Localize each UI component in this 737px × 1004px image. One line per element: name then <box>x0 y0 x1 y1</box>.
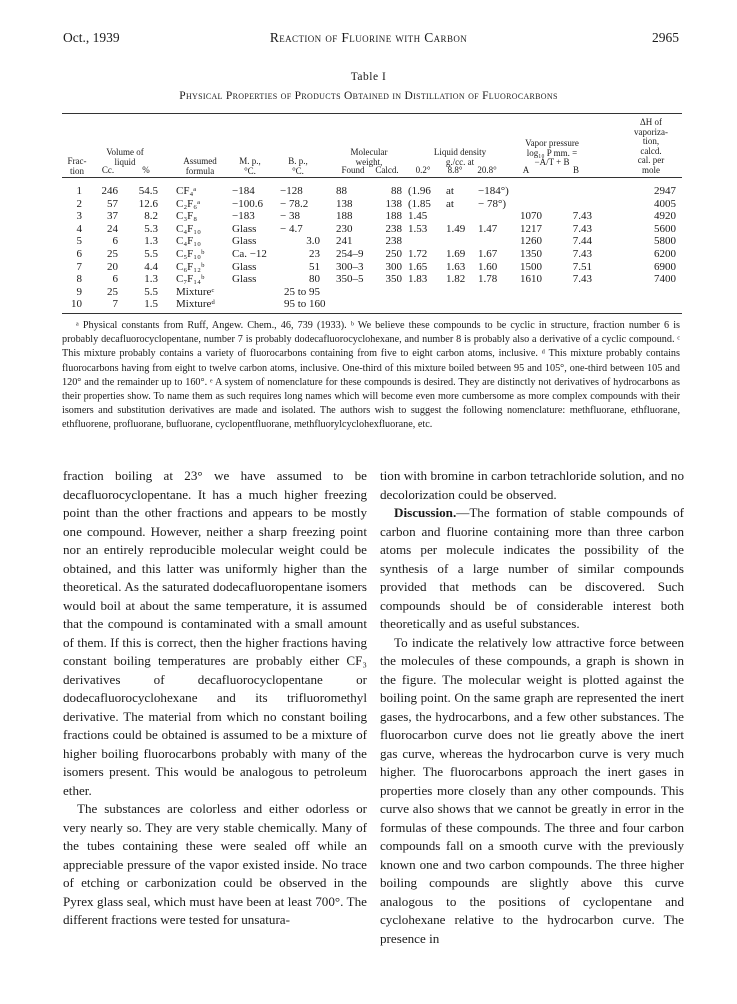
table-cell-dh: 5600 <box>654 222 676 235</box>
table-cell-cc: 57 <box>107 197 118 210</box>
table-cell-B: 7.43 <box>572 222 592 235</box>
table-cell-cc: 7 <box>112 298 118 311</box>
table-cell-pct: 1.5 <box>144 298 158 311</box>
table-cell-formula: C₅F₁₀ᵇ <box>176 248 205 260</box>
table-cell-bp: 25 to 95 <box>284 285 321 298</box>
header-formula: Assumed formula <box>183 156 217 176</box>
table-cell-dh: 4005 <box>654 197 676 210</box>
header-bp: B. p., °C. <box>288 156 308 176</box>
header-density-20: 20.8° <box>477 165 497 175</box>
table-cell-frac: 8 <box>76 273 82 286</box>
table-top-rule <box>62 113 682 114</box>
table-cell-d208: 1.60 <box>478 260 498 273</box>
table-cell-mp: −183 <box>232 210 255 223</box>
table-cell-bp: 95 to 160 <box>284 298 326 311</box>
header-a: A <box>522 165 530 175</box>
table-cell-formula: C₂F₆ᵃ <box>176 197 201 210</box>
table-cell-cc: 6 <box>112 235 118 248</box>
table-cell-mp: Glass <box>232 235 257 248</box>
table-cell-calcd: 88 <box>391 185 402 197</box>
header-delta-h: ΔH of vaporiza- tion, calcd. cal. per mole <box>634 117 668 175</box>
table-cell-B: 7.51 <box>572 260 592 273</box>
table-header-rule <box>62 177 682 178</box>
table-cell-formula: C₇F₁₄ᵇ <box>176 273 205 286</box>
table-cell-cc: 25 <box>107 285 118 298</box>
table-cell-frac: 9 <box>76 285 82 298</box>
table-cell-d0: 1.83 <box>408 273 428 286</box>
table-cell-frac: 4 <box>76 222 82 235</box>
table-cell-frac: 10 <box>71 298 82 311</box>
paragraph: fraction boiling at 23° we have assumed to be decafluorocyclopentane. It has a much higher freezing point than the other fractions and appears to be mostly one compound. However, neither a sharp freezing point nor an entirely reproducible molecular weight could be obtained, and this latter was uniformly higher than the theoretical. As the saturated dodecafluoropentane isomers would boil at about the same temperature, it is assumed that the compound is contaminated with a small amount of them. If this is correct, then the higher fractions having constant boiling temperatures are probably either CF₃ derivatives of decafluorocyclopentane or dodecafluorocyclohexane and its trifluoromethyl derivative. The material from which no constant boiling fractions could be obtained is assumed to be a mixture of higher boiling fluorocarbons probably with many of the isomers present. This would be analogous to petroleum ether. <box>63 468 367 798</box>
table-cell-cc: 37 <box>107 210 118 223</box>
table-cell-found: 138 <box>336 197 353 210</box>
table-cell-d0: (1.85 <box>408 197 431 210</box>
table-cell-formula: Mixtureᵈ <box>176 298 215 311</box>
table-cell-d88: 1.63 <box>446 260 466 273</box>
table-cell-A: 1260 <box>520 235 542 248</box>
table-label: Table I <box>350 71 387 83</box>
table-cell-mp: −100.6 <box>232 197 263 210</box>
table-cell-A: 1500 <box>520 260 542 273</box>
table-cell-d208: − 78°) <box>478 197 507 210</box>
table-cell-calcd: 238 <box>385 222 402 235</box>
paragraph: tion with bromine in carbon tetrachloride solution, and no decolorization could be observed. <box>380 468 684 502</box>
header-fraction: Frac- tion <box>67 156 87 176</box>
table-cell-d0: 1.45 <box>408 210 428 223</box>
table-cell-formula: Mixtureᶜ <box>176 285 215 298</box>
table-cell-cc: 24 <box>107 222 118 235</box>
table-cell-dh: 6900 <box>654 260 676 273</box>
table-cell-d88: at <box>446 197 454 210</box>
table-caption: Physical Properties of Products Obtained in Distillation of Fluorocarbons <box>179 90 558 102</box>
table-cell-dh: 6200 <box>654 248 676 260</box>
running-header-title: Reaction of Fluorine with Carbon <box>269 30 468 45</box>
table-cell-bp: − 4.7 <box>280 222 303 235</box>
table-cell-pct: 5.3 <box>144 222 158 235</box>
table-cell-found: 254–9 <box>336 248 364 260</box>
table-cell-bp: − 38 <box>280 210 300 223</box>
table-cell-frac: 3 <box>76 210 82 223</box>
table-cell-bp: 80 <box>309 273 320 286</box>
footnote-text: ᵃ Physical constants from Ruff, Angew. Chem., 46, 739 (1933). ᵇ We believe these compounds to be cyclic in structure, fraction number 6 is probably decafluorocyclopentane, number 7 is probably dodecafluorocyclohexane, and number 8 is probably also a derivative of a cyclic compound. ᶜ This mixture probably contains a variety of fluorocarbons containing from five to eight carbon atoms, inclusive. ᵈ This mixture probably contains fluorocarbons having from eight to twelve carbon atoms, inclusive. One-third of this mixture boiled between 95 and 105°, one-third between 105 and 120° and the remainder up to 160°. ᵉ A system of nomenclature for these compounds is desired. They are distinctly not derivatives of hydrocarbons as their properties show. To name them as such requires long names which will become even more cumbersome as more complex compounds with their isomers and substitution derivatives are made and isolated. The authors wish to suggest the following nomenclature: methfluorane, ethfluorane, ethfluorene, profluorane, bufluorane, cyclopentfluorane, methfluorylcyclohexfluorane, etc. <box>62 320 680 431</box>
table-cell-found: 350–5 <box>336 273 364 286</box>
table-cell-frac: 5 <box>76 235 82 248</box>
table-cell-formula: C₆F₁₂ᵇ <box>176 260 205 273</box>
table-cell-A: 1610 <box>520 273 542 286</box>
header-percent: % <box>142 165 150 175</box>
table-cell-bp: 51 <box>309 260 320 273</box>
table-cell-B: 7.43 <box>572 210 592 223</box>
table-cell-formula: C₄F₁₀ <box>176 222 201 235</box>
table-cell-A: 1070 <box>520 210 542 223</box>
table-cell-found: 241 <box>336 235 353 248</box>
table-cell-pct: 1.3 <box>144 235 158 248</box>
table-cell-d208: 1.67 <box>478 248 498 260</box>
header-cc: Cc. <box>101 165 115 175</box>
header-volume: Volume of liquid <box>106 147 144 167</box>
header-b: B <box>572 165 579 175</box>
header-density-8: 8.8° <box>447 165 463 175</box>
left-column <box>63 467 367 930</box>
table-cell-formula: CF₄ᵃ <box>176 185 197 197</box>
page-number: 2965 <box>652 30 679 45</box>
table-cell-calcd: 188 <box>385 210 402 223</box>
table-cell-found: 188 <box>336 210 353 223</box>
table-cell-d88: at <box>446 185 454 197</box>
table-cell-cc: 20 <box>107 260 118 273</box>
header-liquid-density: Liquid density g./cc. at <box>433 147 487 167</box>
table-cell-pct: 8.2 <box>144 210 158 223</box>
table-cell-d208: 1.47 <box>478 222 498 235</box>
paragraph-discussion <box>380 504 684 634</box>
table-cell-d88: 1.82 <box>446 273 466 286</box>
table-cell-bp: −128 <box>280 185 303 197</box>
header-molecular-weight: Molecular weight, <box>350 147 388 167</box>
table-cell-d208: −184°) <box>478 185 509 197</box>
table-footnotes <box>62 319 680 433</box>
paragraph: The substances are colorless and either odorless or very nearly so. They are very stable chemically. Many of the tubes containing these were sealed off while an appreciable pressure of the vapor existed inside. No trace of etching or carbonization could be observed in the Pyrex glass seal, which must have been at least 700°. The different fractions were tested for unsatura- <box>63 801 367 927</box>
table-bottom-rule <box>62 313 682 314</box>
table-cell-A: 1350 <box>520 248 542 260</box>
table-cell-dh: 4920 <box>654 210 676 223</box>
table-cell-mp: Glass <box>232 260 257 273</box>
table-cell-d208: 1.78 <box>478 273 498 286</box>
table-cell-frac: 2 <box>76 197 82 210</box>
table-cell-A: 1217 <box>520 222 542 235</box>
table-cell-calcd: 350 <box>385 273 402 286</box>
table-cell-B: 7.43 <box>572 248 592 260</box>
table-cell-d0: 1.65 <box>408 260 428 273</box>
table-cell-pct: 4.4 <box>144 260 158 273</box>
paragraph: To indicate the relatively low attractive force between the molecules of these compounds, a graph is shown in the figure. The molecular weight is plotted against the boiling point. On the same graph are represented the inert gases, the hydrocarbons, and a few other substances. The fluorocarbon curve does not lie greatly above the inert gas curve, whereas the hydrocarbon curve is very much higher. The fluorocarbons approach the inert gases in properties more closely than any other compounds. This curve also shows that we cannot be greatly in error in the formulas of these compounds. The three and four carbon compounds fall on a smooth curve with the previously known one and two carbon compounds. The three higher boiling compounds are slightly above this curve analogous to the positions of cyclopentane and cyclohexane relative to the hydrocarbon curve. The presence in <box>380 634 684 946</box>
table-cell-frac: 1 <box>76 185 82 197</box>
table-cell-B: 7.44 <box>572 235 592 248</box>
table-cell-found: 230 <box>336 222 353 235</box>
header-vapor-pressure: Vapor pressure log₁₀ P mm. = −A/T + B <box>525 138 579 167</box>
table-cell-cc: 25 <box>107 248 118 260</box>
table-cell-dh: 5800 <box>654 235 676 248</box>
section-heading: Discussion. <box>394 505 457 520</box>
header-found: Found <box>341 165 365 175</box>
table-cell-pct: 5.5 <box>144 248 158 260</box>
table-cell-mp: −184 <box>232 185 255 197</box>
table-cell-d0: 1.72 <box>408 248 428 260</box>
header-density-0: 0.2° <box>415 165 431 175</box>
table-cell-frac: 6 <box>76 248 82 260</box>
table-cell-bp: 3.0 <box>306 235 320 248</box>
table-cell-bp: 23 <box>309 248 320 260</box>
table-cell-d88: 1.69 <box>446 248 466 260</box>
table-cell-cc: 246 <box>101 185 118 197</box>
table-cell-calcd: 250 <box>385 248 402 260</box>
table-cell-d0: 1.53 <box>408 222 428 235</box>
table-cell-dh: 7400 <box>654 273 676 286</box>
table-cell-calcd: 238 <box>385 235 402 248</box>
table-cell-bp: − 78.2 <box>280 197 309 210</box>
table-cell-calcd: 300 <box>385 260 402 273</box>
table-cell-mp: Ca. −12 <box>232 248 267 260</box>
table-cell-pct: 54.5 <box>138 185 158 197</box>
header-mp: M. p., °C. <box>239 156 261 176</box>
table-cell-B: 7.43 <box>572 273 592 286</box>
right-column <box>380 467 684 948</box>
table-cell-calcd: 138 <box>385 197 402 210</box>
table-cell-cc: 6 <box>112 273 118 286</box>
table-cell-d88: 1.49 <box>446 222 466 235</box>
table-cell-pct: 5.5 <box>144 285 158 298</box>
table-cell-d0: (1.96 <box>408 185 431 197</box>
table-cell-mp: Glass <box>232 222 257 235</box>
table-cell-frac: 7 <box>76 260 82 273</box>
table-cell-found: 300–3 <box>336 260 364 273</box>
table-cell-formula: C₃F₈ <box>176 210 198 223</box>
table-cell-found: 88 <box>336 185 347 197</box>
running-header-date: Oct., 1939 <box>63 30 120 45</box>
paragraph-text: —The formation of stable compounds of carbon and fluorine containing more than three carbon atoms per molecule indicates the possibility of the synthesis of a large number of similar compounds provided that methods can be discovered. Such compounds should be of considerable interest both theoretically and as useful substances. <box>380 505 684 631</box>
table-cell-pct: 12.6 <box>138 197 158 210</box>
table-cell-dh: 2947 <box>654 185 676 197</box>
header-calcd: Calcd. <box>375 165 399 175</box>
table-cell-mp: Glass <box>232 273 257 286</box>
table-cell-pct: 1.3 <box>144 273 158 286</box>
table-cell-formula: C₄F₁₀ <box>176 235 201 248</box>
